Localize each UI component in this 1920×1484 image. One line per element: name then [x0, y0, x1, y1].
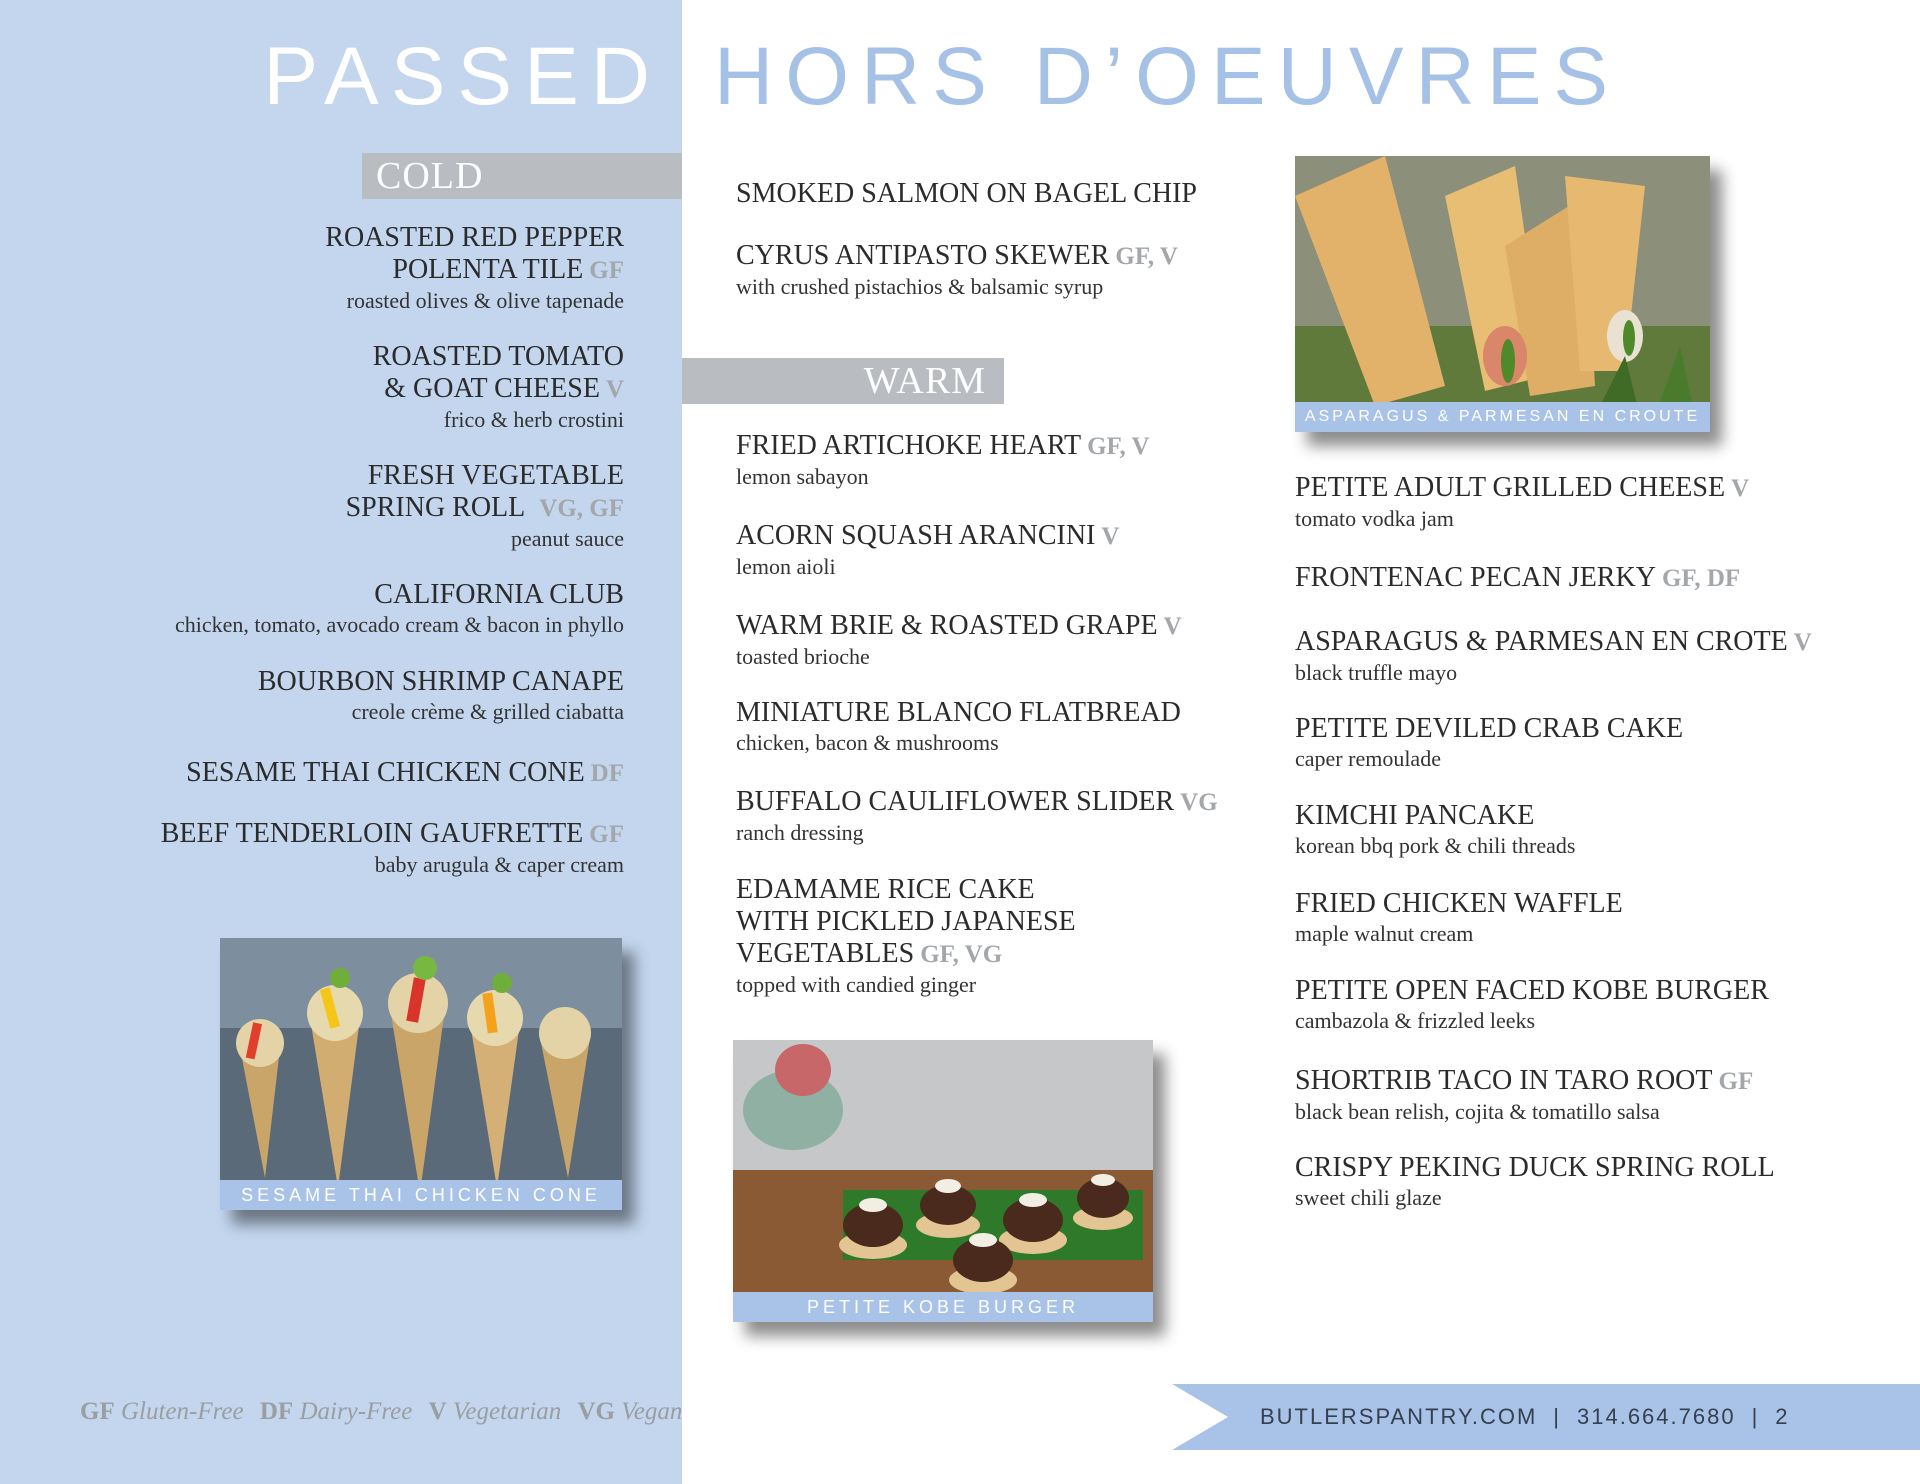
dietary-legend	[80, 1398, 683, 1426]
diet-tag: GF, V	[1115, 243, 1178, 270]
menu-item-warm	[1295, 1152, 1855, 1212]
item-name: POLENTA TILE GF	[392, 254, 624, 285]
item-name: SMOKED SALMON ON BAGEL CHIP	[736, 178, 1197, 209]
item-description: toasted brioche	[736, 644, 870, 669]
food-image	[1295, 156, 1710, 432]
menu-item-cold	[24, 666, 624, 726]
item-name: BOURBON SHRIMP CANAPE	[257, 666, 624, 697]
photo-caption: ASPARAGUS & PARMESAN EN CROUTE	[1295, 402, 1710, 432]
photo-caption: SESAME THAI CHICKEN CONE	[220, 1180, 622, 1210]
item-name: WARM BRIE & ROASTED GRAPE V	[736, 610, 1182, 641]
diet-tag: GF, DF	[1661, 565, 1741, 592]
diet-tag: GF	[589, 257, 624, 284]
item-name: KIMCHI PANCAKE	[1295, 800, 1535, 831]
item-description: black truffle mayo	[1295, 660, 1458, 685]
item-name: SPRING ROLL VG, GF	[345, 492, 624, 523]
menu-item-warm	[736, 874, 1296, 999]
item-description: baby arugula & caper cream	[374, 852, 624, 877]
item-name: PETITE ADULT GRILLED CHEESE V	[1295, 472, 1750, 503]
menu-item-warm	[1295, 562, 1855, 595]
photo-kobe-burger	[733, 1040, 1153, 1322]
item-description: peanut sauce	[511, 526, 624, 551]
item-description: creole crème & grilled ciabatta	[351, 699, 624, 724]
item-name: ASPARAGUS & PARMESAN EN CROTE V	[1295, 626, 1812, 657]
menu-item-warm	[736, 610, 1296, 671]
page-title-left: PASSED	[263, 31, 662, 122]
diet-tag: GF, V	[1087, 433, 1150, 460]
item-description: with crushed pistachios & balsamic syrup	[736, 274, 1104, 299]
diet-tag: DF	[590, 760, 624, 787]
item-description: chicken, bacon & mushrooms	[736, 730, 999, 755]
item-name: PETITE DEVILED CRAB CAKE	[1295, 713, 1684, 744]
photo-asparagus	[1295, 156, 1710, 432]
diet-tag: GF, VG	[920, 941, 1003, 968]
menu-item-cold	[24, 341, 624, 434]
photo-caption: PETITE KOBE BURGER	[733, 1292, 1153, 1322]
item-description: korean bbq pork & chili threads	[1295, 833, 1576, 858]
diet-tag: V	[1731, 475, 1750, 502]
item-description: cambazola & frizzled leeks	[1295, 1008, 1536, 1033]
item-name: ROASTED RED PEPPER	[325, 222, 624, 253]
page-number: 2	[1775, 1404, 1790, 1429]
food-image	[733, 1040, 1153, 1322]
item-name: CYRUS ANTIPASTO SKEWER GF, V	[736, 240, 1178, 271]
diet-tag: V	[605, 376, 624, 403]
menu-item-warm	[736, 430, 1296, 491]
item-name: FRIED CHICKEN WAFFLE	[1295, 888, 1623, 919]
legend-label: Gluten-Free	[120, 1398, 244, 1425]
diet-tag: GF	[1718, 1068, 1754, 1095]
item-name: ACORN SQUASH ARANCINI V	[736, 520, 1120, 551]
legend-key: VG	[577, 1398, 615, 1425]
diet-tag: VG	[1180, 789, 1218, 816]
item-name: BUFFALO CAULIFLOWER SLIDER VG	[736, 786, 1218, 817]
item-description: maple walnut cream	[1295, 921, 1474, 946]
item-name: PETITE OPEN FACED KOBE BURGER	[1295, 975, 1769, 1006]
footer-website[interactable]: BUTLERSPANTRY.COM	[1260, 1404, 1538, 1429]
menu-item-warm	[1295, 800, 1855, 860]
diet-tag: V	[1101, 523, 1120, 550]
footer-phone[interactable]: 314.664.7680	[1577, 1404, 1736, 1429]
item-name: CRISPY PEKING DUCK SPRING ROLL	[1295, 1152, 1775, 1183]
page-title-right: HORS D’OEUVRES	[714, 31, 1621, 122]
footer-separator: |	[1751, 1404, 1760, 1429]
item-name: FRIED ARTICHOKE HEART GF, V	[736, 430, 1150, 461]
item-description: sweet chili glaze	[1295, 1185, 1442, 1210]
item-name: FRONTENAC PECAN JERKY GF, DF	[1295, 562, 1741, 593]
menu-item-cold	[736, 240, 1296, 301]
item-description: black bean relish, cojita & tomatillo salsa	[1295, 1099, 1660, 1124]
legend-key: V	[428, 1398, 447, 1425]
item-name: FRESH VEGETABLE	[367, 460, 624, 491]
item-name: SESAME THAI CHICKEN CONE DF	[186, 757, 624, 788]
item-description: lemon sabayon	[736, 464, 869, 489]
diet-tag: GF	[589, 821, 624, 848]
diet-tag: V	[1163, 613, 1182, 640]
footer-separator: |	[1553, 1404, 1561, 1429]
photo-chicken-cone	[220, 938, 622, 1210]
menu-item-cold	[24, 818, 624, 879]
section-banner-cold: COLD	[362, 153, 682, 199]
section-banner-warm: WARM	[682, 358, 1004, 404]
menu-item-cold	[736, 178, 1296, 210]
menu-item-warm	[736, 697, 1296, 757]
footer-contact	[1260, 1384, 1790, 1450]
menu-item-cold	[24, 757, 624, 790]
menu-item-warm	[736, 786, 1296, 847]
item-name: ROASTED TOMATO	[372, 341, 624, 372]
item-description: chicken, tomato, avocado cream & bacon in phyllo	[174, 612, 624, 637]
item-name: EDAMAME RICE CAKE	[736, 874, 1035, 905]
diet-tag: VG, GF	[539, 495, 624, 522]
item-name: & GOAT CHEESE V	[384, 373, 624, 404]
item-name: BEEF TENDERLOIN GAUFRETTE GF	[160, 818, 624, 849]
item-name: SHORTRIB TACO IN TARO ROOT GF	[1295, 1065, 1754, 1096]
legend-label: Vegetarian	[452, 1398, 562, 1425]
menu-item-warm	[1295, 713, 1855, 773]
menu-item-warm	[736, 520, 1296, 581]
item-description: roasted olives & olive tapenade	[346, 288, 624, 313]
menu-item-cold	[24, 579, 624, 639]
menu-item-warm	[1295, 975, 1855, 1035]
item-description: tomato vodka jam	[1295, 506, 1454, 531]
menu-item-warm	[1295, 1065, 1855, 1126]
item-description: ranch dressing	[736, 820, 864, 845]
legend-key: DF	[259, 1398, 294, 1425]
item-description: caper remoulade	[1295, 746, 1441, 771]
menu-item-warm	[1295, 626, 1855, 687]
item-name: MINIATURE BLANCO FLATBREAD	[736, 697, 1181, 728]
menu-item-warm	[1295, 888, 1855, 948]
item-name: WITH PICKLED JAPANESE	[736, 906, 1076, 937]
item-description: lemon aioli	[736, 554, 836, 579]
menu-item-cold	[24, 222, 624, 315]
item-description: topped with candied ginger	[736, 972, 977, 997]
legend-label: Vegan	[621, 1398, 683, 1425]
food-image	[220, 938, 622, 1210]
menu-item-warm	[1295, 472, 1855, 533]
menu-item-cold	[24, 460, 624, 553]
diet-tag: V	[1793, 629, 1812, 656]
footer-banner	[1172, 1384, 1920, 1450]
item-name: CALIFORNIA CLUB	[374, 579, 624, 610]
item-name: VEGETABLES GF, VG	[736, 938, 1003, 969]
legend-key: GF	[80, 1398, 115, 1425]
legend-label: Dairy-Free	[299, 1398, 413, 1425]
item-description: frico & herb crostini	[443, 407, 624, 432]
